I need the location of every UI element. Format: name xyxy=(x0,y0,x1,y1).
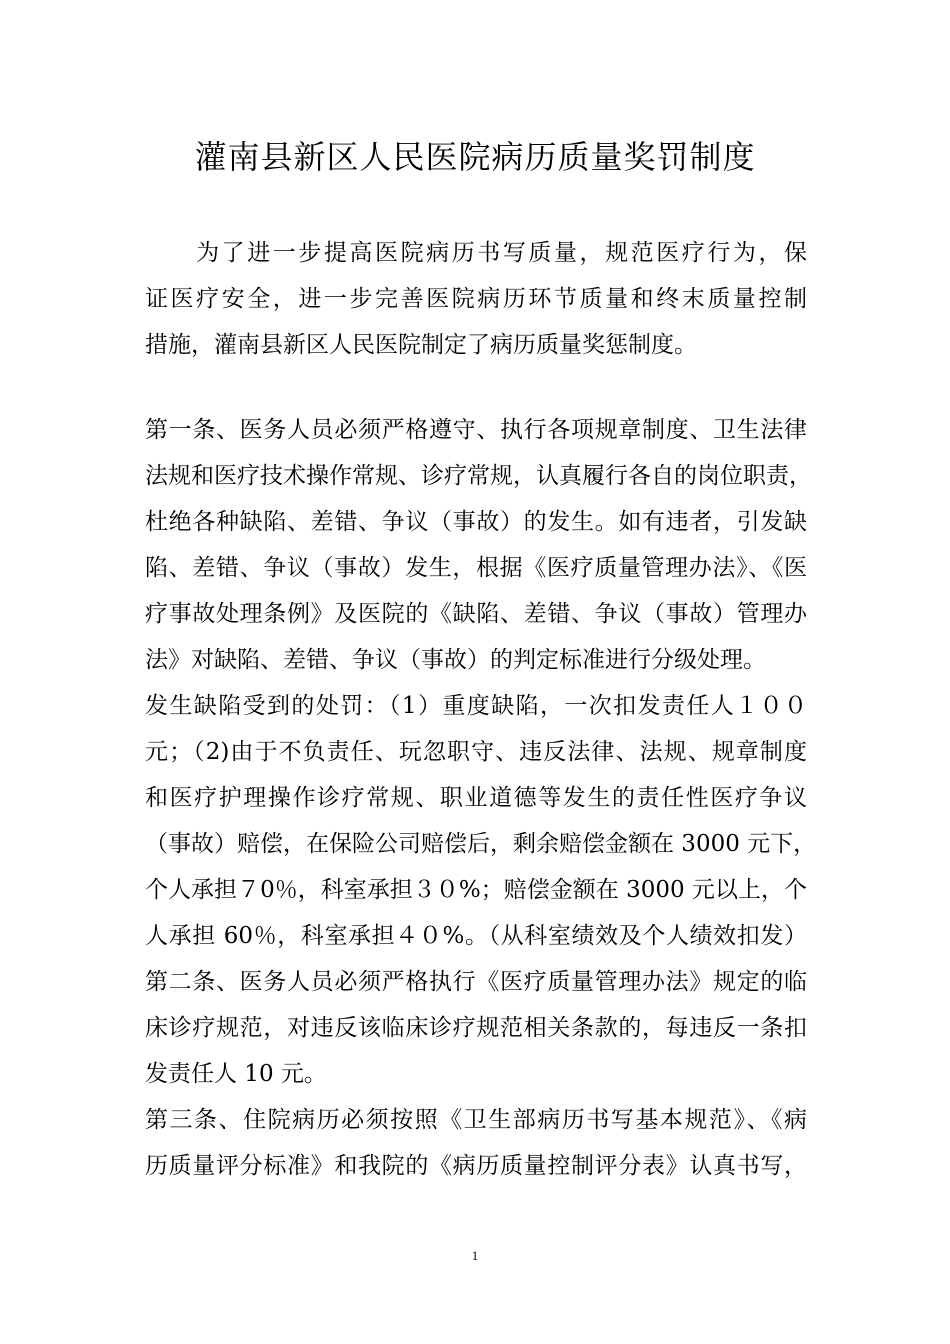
page-number: 1 xyxy=(471,1248,479,1263)
body-line: 第二条、医务人员必须严格执行《医疗质量管理办法》规定的临 xyxy=(145,969,807,995)
body-line: 疗事故处理条例》及医院的《缺陷、差错、争议（事故）管理办 xyxy=(145,601,807,627)
body-line: 人承担 60％，科室承担４０%。（从科室绩效及个人绩效扣发） xyxy=(145,923,807,949)
body-line: 历质量评分标准》和我院的《病历质量控制评分表》认真书写， xyxy=(145,1153,807,1179)
body-line: （事故）赔偿，在保险公司赔偿后，剩余赔偿金额在 3000 元下， xyxy=(145,831,817,857)
body-line: 法规和医疗技术操作常规、诊疗常规，认真履行各自的岗位职责， xyxy=(145,463,812,489)
document-title: 灌南县新区人民医院病历质量奖罚制度 xyxy=(194,138,756,176)
body-line: 第一条、医务人员必须严格遵守、执行各项规章制度、卫生法律 xyxy=(145,417,807,443)
body-line: 陷、差错、争议（事故）发生，根据《医疗质量管理办法》、《医 xyxy=(145,555,807,581)
body-line: 床诊疗规范，对违反该临床诊疗规范相关条款的，每违反一条扣 xyxy=(145,1015,807,1041)
body-line: 法》对缺陷、差错、争议（事故）的判定标准进行分级处理。 xyxy=(145,647,766,673)
intro-line: 措施，灌南县新区人民医院制定了病历质量奖惩制度。 xyxy=(145,332,697,358)
body-line: 发责任人 10 元。 xyxy=(145,1061,327,1087)
body-line: 发生缺陷受到的处罚：（1）重度缺陷，一次扣发责任人１００ xyxy=(145,693,807,719)
body-line: 元；（2)由于不负责任、玩忽职守、违反法律、法规、规章制度 xyxy=(145,739,807,765)
body-line: 个人承担７0％，科室承担３０%；赔偿金额在 3000 元以上，个 xyxy=(145,877,807,903)
body-line: 和医疗护理操作诊疗常规、职业道德等发生的责任性医疗争议 xyxy=(145,785,807,811)
paragraph-gap xyxy=(145,368,807,407)
body-line: 第三条、住院病历必须按照《卫生部病历书写基本规范》、《病 xyxy=(145,1107,807,1133)
document-body xyxy=(145,230,817,1189)
intro-line: 为了进一步提高医院病历书写质量，规范医疗行为，保 xyxy=(145,240,807,266)
intro-line: 证医疗安全，进一步完善医院病历环节质量和终末质量控制 xyxy=(145,286,807,312)
body-line: 杜绝各种缺陷、差错、争议（事故）的发生。如有违者，引发缺 xyxy=(145,509,807,535)
